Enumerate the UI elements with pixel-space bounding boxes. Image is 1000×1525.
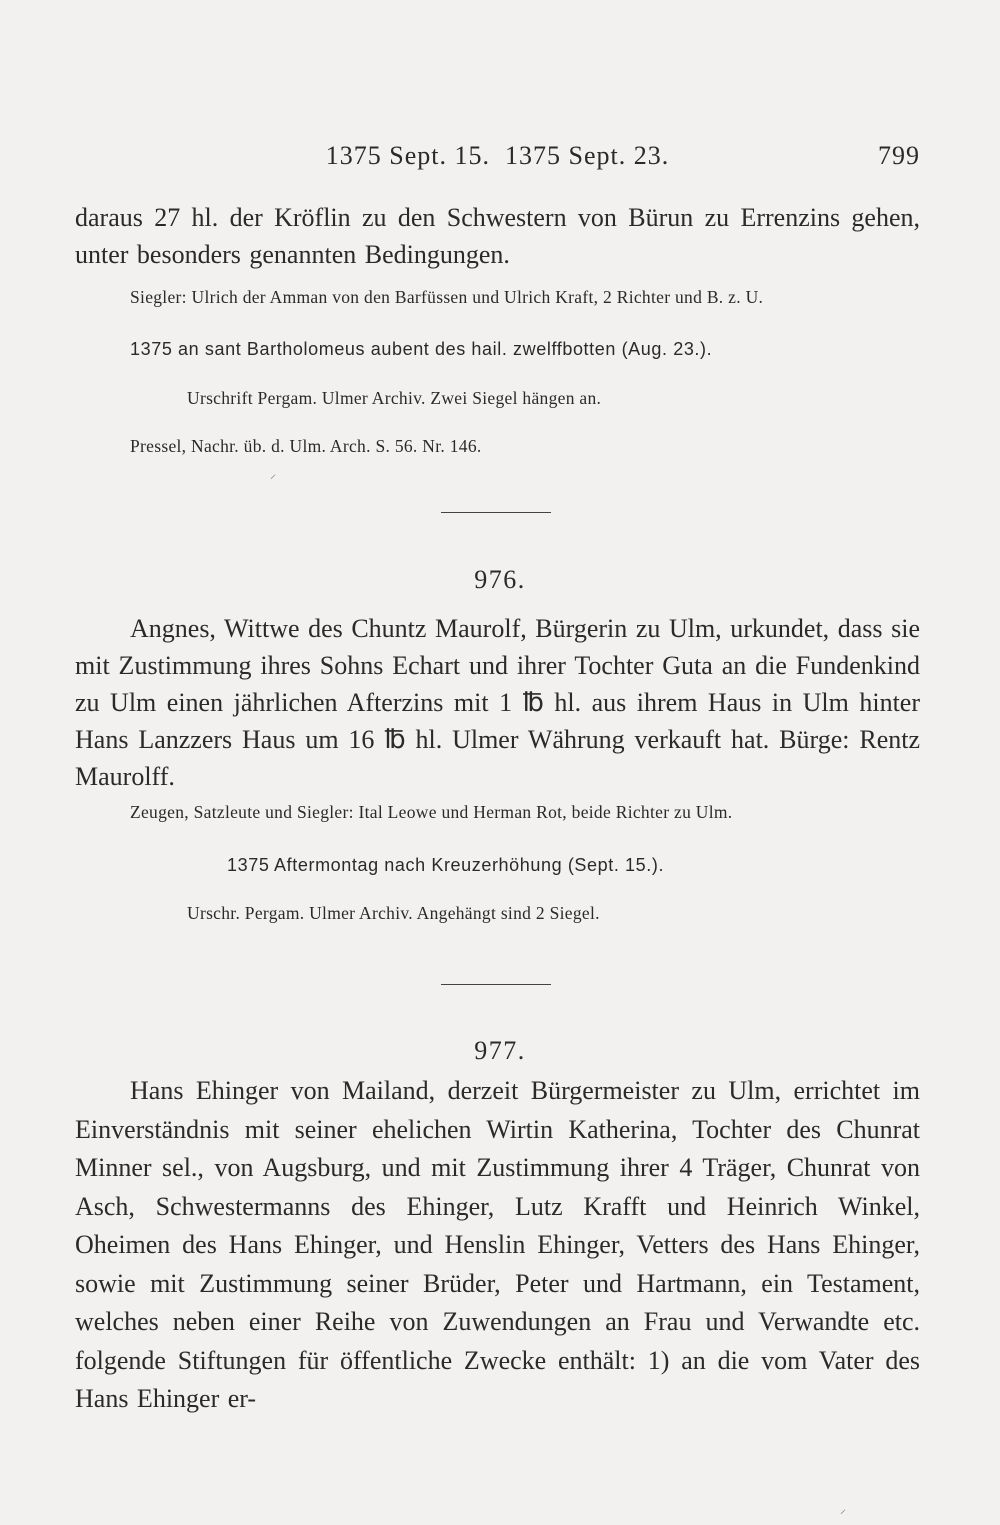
section-divider — [441, 512, 551, 513]
header-dates: 1375 Sept. 15. 1375 Sept. 23. — [325, 141, 670, 170]
entry-977-text: Hans Ehinger von Mailand, derzeit Bürgermeister zu Ulm, errichtet im Einverständnis mit seiner ehelichen Wirtin Katherina, Tochter des Chunrat Minner sel., von Augsburg, und mit Zustimmung ihrer 4 Träger, Chunrat von Asch, Schwestermanns des Ehinger, Lutz Krafft und Heinrich Winkel, Oheimen des Hans Ehinger, und Henslin Ehinger, Vetters des Hans Ehinger, sowie mit Zustimmung seiner Brüder, Peter und Hartmann, ein Testament, welches neben einer Reihe von Zuwendungen an Frau und Verwandte etc. folgende Stiftungen für öffentliche Zwecke enthält: 1) an die vom Vater des Hans Ehinger er- — [75, 1076, 920, 1413]
entry-976-date-line: 1375 Aftermontag nach Kreuzerhöhung (Sept. 15.). — [227, 855, 665, 875]
section-divider — [441, 984, 551, 985]
running-head — [75, 141, 920, 177]
prev-entry-reference: Pressel, Nachr. üb. d. Ulm. Arch. S. 56. Nr. 146. — [130, 436, 482, 456]
prev-entry-siegler: Siegler: Ulrich der Amman von den Barfüssen und Ulrich Kraft, 2 Richter und B. z. U. — [130, 287, 764, 307]
page-number: 799 — [878, 141, 920, 170]
prev-entry-source: Urschrift Pergam. Ulmer Archiv. Zwei Siegel hängen an. — [187, 388, 602, 408]
entry-976-number: 976. — [474, 565, 526, 594]
paper-speck: ⸝ — [840, 1502, 847, 1516]
paper-speck: ⸝ — [270, 467, 277, 481]
prev-entry-continuation: daraus 27 hl. der Kröflin zu den Schwestern von Bürun zu Errenzins gehen, unter besonders genannten Bedingungen. — [75, 203, 920, 269]
entry-976-source: Urschr. Pergam. Ulmer Archiv. Angehängt sind 2 Siegel. — [187, 903, 600, 923]
entry-976-witnesses: Zeugen, Satzleute und Siegler: Ital Leowe und Herman Rot, beide Richter zu Ulm. — [130, 802, 733, 822]
entry-976-text: Angnes, Wittwe des Chuntz Maurolf, Bürgerin zu Ulm, urkundet, dass sie mit Zustimmung ihres Sohns Echart und ihrer Tochter Guta an die Fundenkind zu Ulm einen jährlichen Afterzins mit 1 ℔ hl. aus ihrem Haus in Ulm hinter Hans Lanzzers Haus um 16 ℔ hl. Ulmer Währung verkauft hat. Bürge: Rentz Maurolff. — [75, 614, 920, 791]
entry-977-number: 977. — [474, 1036, 526, 1065]
prev-entry-date-line: 1375 an sant Bartholomeus aubent des hail. zwelffbotten (Aug. 23.). — [130, 339, 713, 359]
